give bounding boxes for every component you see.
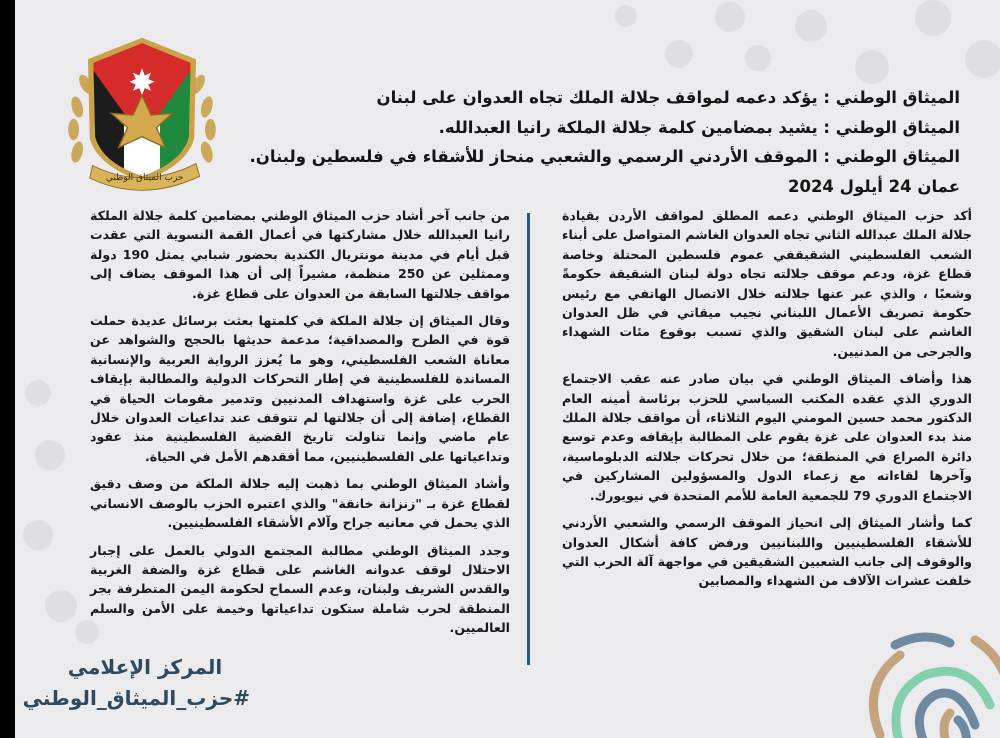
media-center-label: المركز الإعلامي [67, 655, 223, 679]
footer-signature [22, 652, 250, 714]
party-emblem-logo [52, 26, 232, 206]
paragraph: كما وأشار الميثاق إلى انحياز الموقف الرسمي والشعبي الأردني للأشقاء الفلسطينيين واللبنانيين ورفض كافة أشكال العدوان والوقوف إلى جانب الشعبين الشقيقين في مواجهة آلة الحرب التي خلفت عشرات الآلاف من الشهداء والمصابين [562, 515, 972, 589]
headline-2: الميثاق الوطني : يشيد بمضامين كلمة جلالة الملكة رانيا العبدالله. [438, 117, 960, 137]
fingerprint-icon [840, 615, 1000, 738]
paragraph: وأشاد الميثاق الوطني بما ذهبت إليه جلالة الملكة من وصف دقيق لقطاع غزة بـ "زنزانة خانقة" والذي اعتبره الحزب بالوصف الانساني الذي يحمل في معانيه جراح وآلام الأشقاء الفلسطينيين. [90, 476, 510, 531]
paragraph: وجدد الميثاق الوطني مطالبة المجتمع الدولي بالعمل على إجبار الاحتلال لوقف عدوانه الغاشم على قطاع غزة والضفة الغربية والقدس الشريف ولبنان، وعدم السماح لحكومة اليمن المتطرفة بجر المنطقة لحرب شاملة ستكون تداعياتها وخيمة على الأمن والسلم العالميين. [90, 542, 510, 636]
headline-3: الميثاق الوطني : الموقف الأردني الرسمي والشعبي منحاز للأشقاء في فلسطين ولبنان. [249, 147, 960, 166]
headline-1: الميثاق الوطني : يؤكد دعمه لمواقف جلالة الملك تجاه العدوان على لبنان [376, 88, 960, 107]
paragraph: أكد حزب الميثاق الوطني دعمه المطلق لمواقف الأردن بقيادة جلالة الملك عبدالله الثاني تجاه العدوان الغاشم المتواصل على أبناء الشعب الفلسطيني الشقيقفي عموم فلسطين المحتلة وخاصة قطاع غزة، ودعم موقف جلالته تجاه دولة لبنان الشقيقة حكومةً وشعبًا ، والذي عبر عنها جلالته خلال الاتصال الهاتفي مع رئيس حكومة تصريف الأعمال اللبناني نجيب ميقاتي في ظل العدوان الغاشم على لبنان الشقيق والذي تسبب بوقوع مئات الشهداء والجرحى من المدنيين. [562, 208, 972, 359]
svg-text:حزب الميثاق الوطني: حزب الميثاق الوطني [105, 172, 184, 183]
paragraph: وقال الميثاق إن جلالة الملكة في كلمتها بعثت برسائل عديدة حملت قوة في الطرح والمصداقية؛ مدعمة حديثها بالحجج والشواهد عن معاناة الشعب الفلسطيني، وهو ما يُعزز الرواية العربية والإنسانية المساندة للفلسطينية في إطار التحركات الدولية والمطالبة بإيقاف الحرب على غزة واستهداف المدنيين وتدمير مقومات الحياة في القطاع، إضافة إلى أن جلالتها لم تتوقف عند تداعيات العدوان خلال عام ماضي وإنما تناولت تاريخ القضية الفلسطينية منذ عقود وتداعياتها على الفلسطينيين، مما أفقدهم الأمل في الحياة. [90, 313, 510, 464]
paragraph: هذا وأضاف الميثاق الوطني في بيان صادر عنه عقب الاجتماع الدوري الذي عقده المكتب السياسي للحزب برئاسة أمينه العام الدكتور محمد حسين المومني اليوم الثلاثاء، أن مواقف جلالة الملك منذ بدء العدوان على غزة يقوم على المطالبة بإيقافه وعدم توسع دائرة الصراع في المنطقة؛ من خلال تحركات جلالته الدبلوماسية، وآخرها لقاءاته مع زعماء الدول والمسؤولين المشاركين في الاجتماع الدوري 79 للجمعية العامة للأمم المتحدة في نيويورك. [562, 371, 972, 503]
dateline: عمان 24 أيلول 2024 [787, 176, 960, 196]
headlines [249, 83, 960, 201]
article-column-right [562, 206, 972, 599]
column-divider [527, 213, 530, 665]
party-hashtag: #حزب_الميثاق_الوطني [22, 686, 250, 710]
article-column-left [90, 206, 510, 646]
paragraph: من جانب آخر أشاد حزب الميثاق الوطني بمضامين كلمة جلالة الملكة رانيا العبدالله خلال مشاركتها في أعمال القمة النسوية التي عقدت قبل أيام في مدينة مونتريال الكندية بحضور شبابي يمثل 190 دولة وممثلين عن 250 منظمة، مشيراً إلى أن هذا الموقف يضاف إلى مواقف جلالتها السابقة من العدوان على قطاع غزة. [90, 208, 511, 301]
left-black-strip [0, 0, 15, 738]
